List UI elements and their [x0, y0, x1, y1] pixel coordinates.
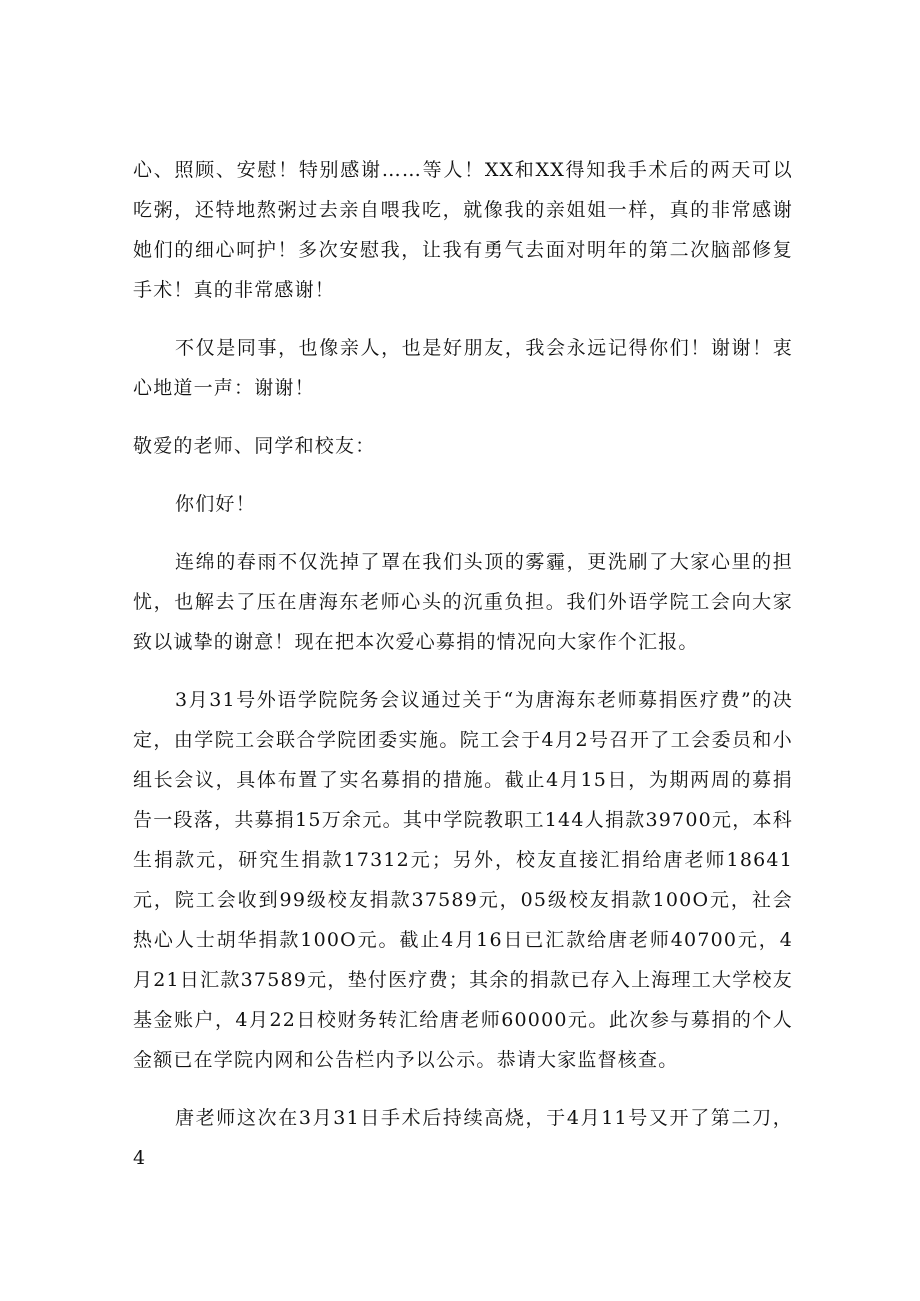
paragraph-salutation: 敬爱的老师、同学和校友： — [133, 435, 376, 457]
document-body — [133, 150, 793, 1178]
paragraph-thanks-colleagues: 心、照顾、安慰！特别感谢……等人！XX和XX得知我手术后的两天可以吃粥，还特地熬粥过去亲自喂我吃，就像我的亲姐姐一样，真的非常感谢她们的细心呵护！多次安慰我，让我有勇气去面对明年的第二次脑部修复手术！真的非常感谢！ — [133, 159, 793, 301]
paragraph-surgery-update: 唐老师这次在3月31日手术后持续高烧，于4月11号又开了第二刀，4 — [133, 1107, 793, 1169]
paragraph-introduction: 连绵的春雨不仅洗掉了罩在我们头顶的雾霾，更洗刷了大家心里的担忧，也解去了压在唐海东老师心头的沉重负担。我们外语学院工会向大家致以诚挚的谢意！现在把本次爱心募捐的情况向大家作个汇报。 — [133, 551, 793, 653]
paragraph-thanks-closing: 不仅是同事，也像亲人，也是好朋友，我会永远记得你们！谢谢！衷心地道一声：谢谢！ — [133, 337, 793, 399]
paragraph-donation-report: 3月31号外语学院院务会议通过关于“为唐海东老师募捐医疗费”的决定，由学院工会联合学院团委实施。院工会于4月2号召开了工会委员和小组长会议，具体布置了实名募捐的措施。截止4月15日，为期两周的募捐告一段落，共募捐15万余元。其中学院教职工144人捐款39700元，本科生捐款元，研究生捐款17312元；另外，校友直接汇捐给唐老师18641元，院工会收到99级校友捐款37589元，05级校友捐款100O元，社会热心人士胡华捐款100O元。截止4月16日已汇款给唐老师40700元，4月21日汇款37589元，垫付医疗费；其余的捐款已存入上海理工大学校友基金账户，4月22日校财务转汇给唐老师60000元。此次参与募捐的个人金额已在学院内网和公告栏内予以公示。恭请大家监督核查。 — [133, 689, 793, 1071]
paragraph-greeting: 你们好！ — [175, 493, 256, 515]
